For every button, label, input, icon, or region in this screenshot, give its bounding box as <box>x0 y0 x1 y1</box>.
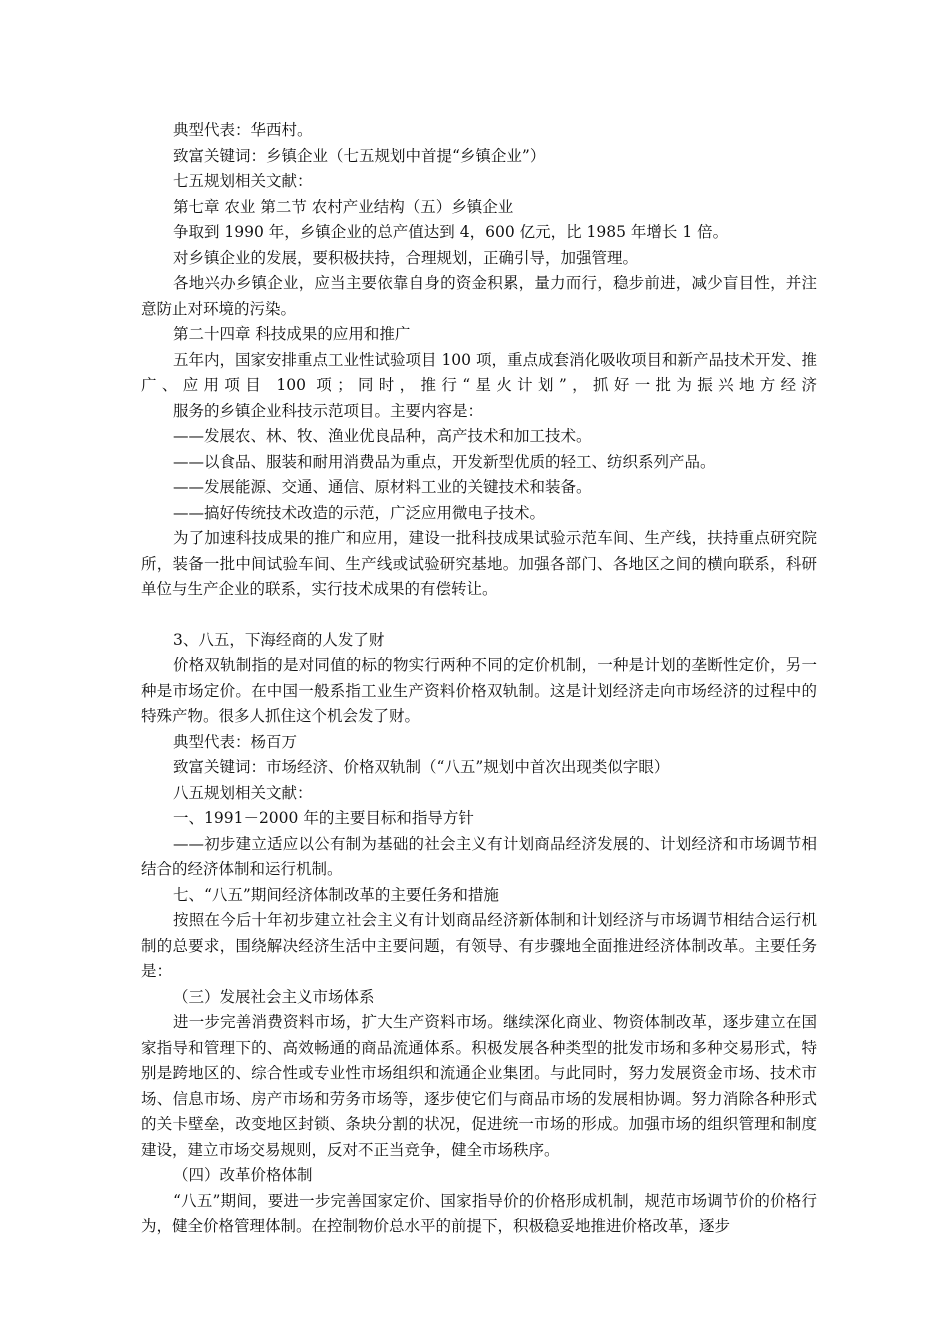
service-paragraph: 服务的乡镇企业科技示范项目。主要内容是： <box>173 401 484 420</box>
qiwu-docs-label: 七五规划相关文献： <box>173 172 313 190</box>
local-enterprise-paragraph: 各地兴办乡镇企业，应当主要依靠自身的资金积累，量力而行，稳步前进，减少盲目性，并注意防止对环境的污染。 <box>141 274 817 318</box>
typical-representative-huaxi: 典型代表：华西村。 <box>173 121 313 139</box>
price-system-heading: （四）改革价格体制 <box>173 1166 313 1184</box>
typical-representative-yang: 典型代表：杨百万 <box>173 732 298 751</box>
dual-track-paragraph: 价格双轨制指的是对同值的标的物实行两种不同的定价机制，一种是计划的垄断性定价，另一种是市场定价。在中国一般系指工业生产资料价格双轨制。这是计划经济走向市场经济的过程中的特殊产物。很多人抓住这个机会发了财。 <box>141 656 817 725</box>
wealth-keyword-market-economy: 致富关键词：市场经济、价格双轨制（“八五”规划中首次出现类似字眼） <box>173 758 670 776</box>
content-item-energy: ——发展能源、交通、通信、原材料工业的关键技术和装备。 <box>173 478 592 496</box>
bawu-docs-label: 八五规划相关文献： <box>173 783 313 802</box>
bawu-section-heading: 3、八五，下海经商的人发了财 <box>173 630 385 649</box>
market-system-text: 进一步完善消费资料市场，扩大生产资料市场。继续深化商业、物资体制改革，逐步建立在国家指导和管理下的、高效畅通的商品流通体系。积极发展各种类型的批发市场和多种交易形式，特别是跨地区的、综合性或专业性市场组织和流通企业集团。与此同时，努力发展资金市场、技术市场、信息市场、房产市场和劳务市场等，逐步使它们与商品市场的发展相协调。努力消除各种形式的关卡壁垒，改变地区封锁、条块分割的状况，促进统一市场的形成。加强市场的组织管理和制度建设，建立市场交易规则，反对不正当竞争，健全市场秩序。 <box>141 1013 817 1159</box>
wealth-keyword-township-enterprise: 致富关键词：乡镇企业（七五规划中首提“乡镇企业”） <box>173 146 546 165</box>
promotion-paragraph: 为了加速科技成果的推广和应用，建设一批科技成果试验示范车间、生产线，扶持重点研究院所，装备一批中间试验车间、生产线或试验研究基地。加强各部门、各地区之间的横向联系，科研单位与生产企业的联系，实行技术成果的有偿转让。 <box>141 529 817 598</box>
goal-text: ——初步建立适应以公有制为基础的社会主义有计划商品经济发展的、计划经济和市场调节相结合的经济体制和运行机制。 <box>141 834 817 878</box>
market-system-heading: （三）发展社会主义市场体系 <box>173 987 375 1006</box>
document-page <box>141 118 817 1240</box>
goal-heading: 一、1991－2000 年的主要目标和指导方针 <box>173 809 474 827</box>
price-system-text: “八五”期间，要进一步完善国家定价、国家指导价的价格形成机制，规范市场调节价的价格行为，健全价格管理体制。在控制物价总水平的前提下，积极稳妥地推进价格改革，逐步 <box>141 1191 817 1235</box>
reform-text: 按照在今后十年初步建立社会主义有计划商品经济新体制和计划经济与市场调节相结合运行机制的总要求，围绕解决经济生活中主要问题，有领导、有步骤地全面推进经济体制改革。主要任务是： <box>141 911 817 980</box>
content-item-agriculture: ——发展农、林、牧、渔业优良品种，高产技术和加工技术。 <box>173 427 592 445</box>
chapter-7-heading: 第七章 农业 第二节 农村产业结构（五）乡镇企业 <box>173 197 514 216</box>
reform-heading: 七、“八五”期间经济体制改革的主要任务和措施 <box>173 885 499 904</box>
output-target: 争取到 1990 年，乡镇企业的总产值达到 4，600 亿元，比 1985 年增长 1 倍。 <box>173 223 729 241</box>
content-item-light-industry: ——以食品、服装和耐用消费品为重点，开发新型优质的轻工、纺织系列产品。 <box>173 452 716 471</box>
section-gap <box>141 603 817 628</box>
five-year-plan-paragraph: 五年内，国家安排重点工业性试验项目 100 项，重点成套消化吸收项目和新产品技术开发、推广、应用项目 100 项；同时，推行“星火计划”，抓好一批为振兴地方经济 <box>141 350 817 394</box>
chapter-24-heading: 第二十四章 科技成果的应用和推广 <box>173 325 411 343</box>
content-item-microelectronics: ——搞好传统技术改造的示范，广泛应用微电子技术。 <box>173 503 546 522</box>
support-policy: 对乡镇企业的发展，要积极扶持，合理规划，正确引导，加强管理。 <box>173 248 639 267</box>
